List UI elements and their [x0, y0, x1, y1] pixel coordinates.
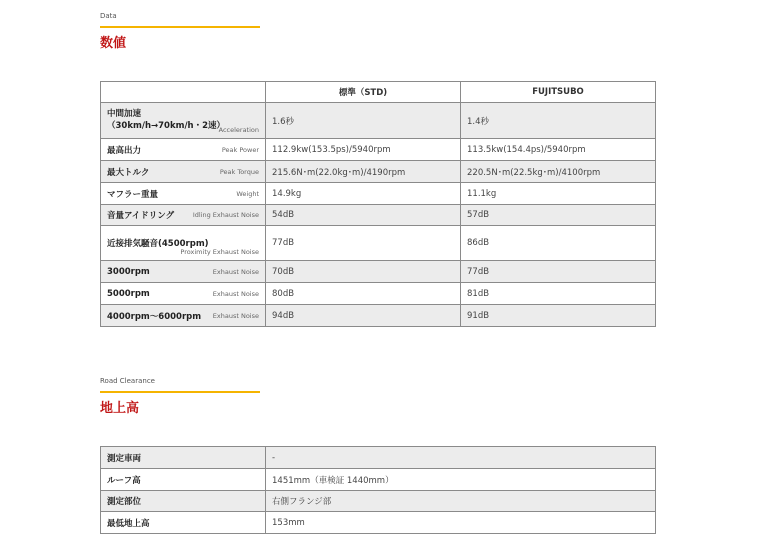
data-eyebrow: Data — [100, 12, 117, 20]
row-label: 測定部位 — [107, 497, 142, 507]
yellow-divider — [100, 391, 260, 393]
std-value: 54dB — [266, 205, 461, 226]
table-row — [101, 491, 656, 512]
fujitsubo-value: 11.1kg — [461, 183, 656, 205]
row-label: 最大トルク — [107, 167, 150, 178]
row-label: 中間加速（30km/h→70km/h・2速） — [107, 108, 226, 131]
std-value: 70dB — [266, 261, 461, 283]
fujitsubo-value: 86dB — [461, 226, 656, 261]
fujitsubo-value: 91dB — [461, 305, 656, 327]
std-value: 14.9kg — [266, 183, 461, 205]
table-row — [101, 447, 656, 469]
road-clearance-section-header — [100, 378, 260, 415]
row-label: 最高出力 — [107, 145, 142, 156]
row-label-cell — [101, 283, 266, 305]
row-label-en: Acceleration — [218, 126, 259, 134]
row-value: 153mm — [266, 512, 656, 534]
std-value: 1.6秒 — [266, 103, 461, 139]
row-label-en: Exhaust Noise — [212, 289, 259, 298]
row-value: 1451mm（車検証 1440mm） — [266, 469, 656, 491]
std-value: 112.9kw(153.5ps)/5940rpm — [266, 139, 461, 161]
row-label: 4000rpm〜6000rpm — [107, 311, 202, 322]
row-label-cell — [101, 261, 266, 283]
row-label: 5000rpm — [107, 288, 150, 299]
row-label-cell — [101, 205, 266, 226]
table-row — [101, 283, 656, 305]
fujitsubo-value: 1.4秒 — [461, 103, 656, 139]
row-label-cell — [101, 103, 266, 139]
row-label-cell — [101, 161, 266, 183]
header-fujitsubo: FUJITSUBO — [461, 82, 656, 103]
row-label-cell — [101, 139, 266, 161]
std-value: 80dB — [266, 283, 461, 305]
spec-table — [100, 81, 656, 327]
row-label-en: Peak Torque — [219, 167, 259, 176]
road-clearance-eyebrow: Road Clearance — [100, 377, 155, 385]
row-label-en: Proximity Exhaust Noise — [180, 248, 259, 256]
row-label: 近接排気騒音(4500rpm) — [107, 239, 209, 249]
table-row — [101, 305, 656, 327]
clearance-table — [100, 446, 656, 534]
table-row — [101, 161, 656, 183]
data-heading: 数値 — [100, 36, 127, 51]
table-row — [101, 183, 656, 205]
road-clearance-heading: 地上高 — [100, 401, 140, 416]
table-row — [101, 139, 656, 161]
row-label-cell — [101, 447, 266, 469]
row-label-en: Peak Power — [221, 145, 259, 154]
table-header-row — [101, 82, 656, 103]
fujitsubo-value: 77dB — [461, 261, 656, 283]
yellow-divider — [100, 26, 260, 28]
row-label-cell — [101, 469, 266, 491]
std-value: 77dB — [266, 226, 461, 261]
std-value: 94dB — [266, 305, 461, 327]
row-label-cell — [101, 226, 266, 261]
row-value: 右側フランジ部 — [266, 491, 656, 512]
fujitsubo-value: 57dB — [461, 205, 656, 226]
row-label-en: Exhaust Noise — [212, 311, 259, 320]
row-label-en: Weight — [236, 189, 259, 198]
row-label: ルーフ高 — [107, 475, 141, 486]
row-label: マフラー重量 — [107, 189, 159, 200]
row-label: 測定車両 — [107, 453, 142, 464]
table-row — [101, 205, 656, 226]
row-label-cell — [101, 305, 266, 327]
header-std: 標準（STD) — [266, 82, 461, 103]
table-row — [101, 469, 656, 491]
data-section-header — [100, 13, 260, 50]
header-empty-cell — [101, 82, 266, 103]
table-row — [101, 512, 656, 534]
table-row — [101, 261, 656, 283]
row-label-cell — [101, 183, 266, 205]
row-label-en: Idling Exhaust Noise — [192, 211, 259, 219]
row-label-en: Exhaust Noise — [212, 267, 259, 276]
row-label: 最低地上高 — [107, 518, 150, 529]
std-value: 215.6N･m(22.0kg･m)/4190rpm — [266, 161, 461, 183]
row-label: 3000rpm — [107, 266, 150, 277]
fujitsubo-value: 81dB — [461, 283, 656, 305]
table-row — [101, 226, 656, 261]
row-label-cell — [101, 512, 266, 534]
row-value: - — [266, 447, 656, 469]
table-row — [101, 103, 656, 139]
row-label-cell — [101, 491, 266, 512]
row-label: 音量アイドリング — [107, 211, 175, 221]
fujitsubo-value: 220.5N･m(22.5kg･m)/4100rpm — [461, 161, 656, 183]
fujitsubo-value: 113.5kw(154.4ps)/5940rpm — [461, 139, 656, 161]
